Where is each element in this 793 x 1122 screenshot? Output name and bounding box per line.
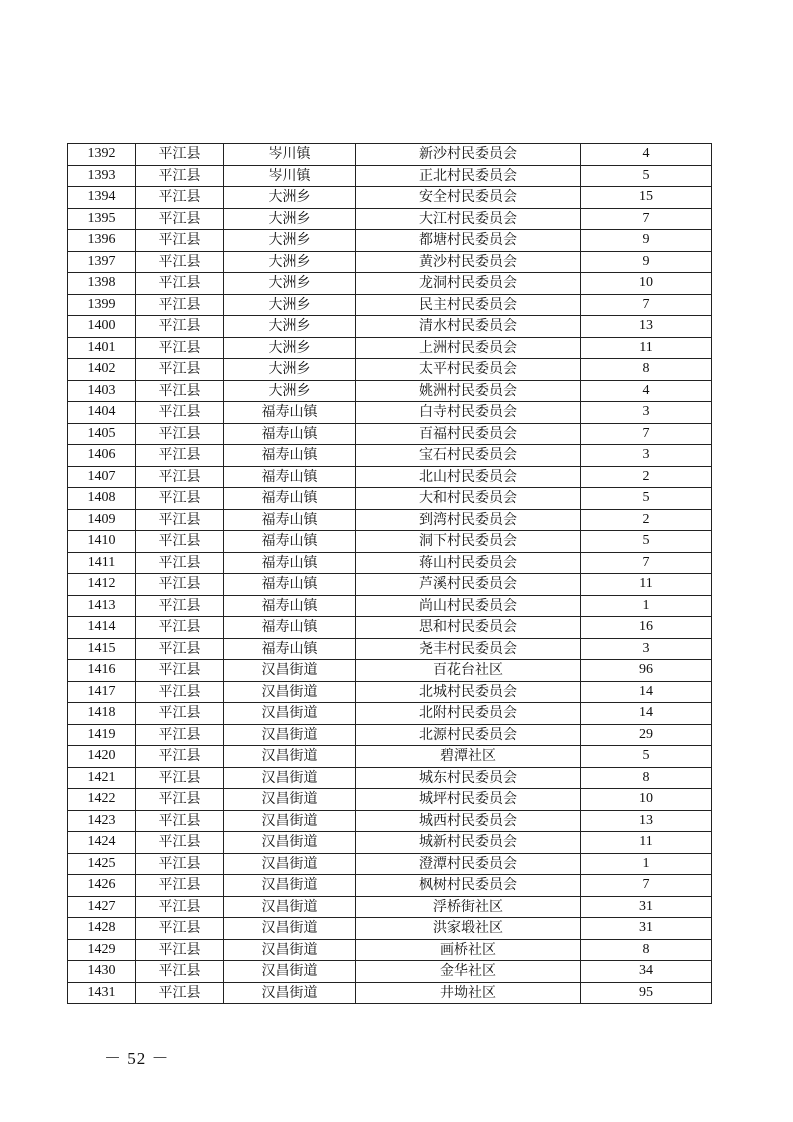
table-row — [68, 789, 712, 811]
count-cell: 31 — [581, 918, 712, 940]
town-cell: 汉昌街道 — [224, 832, 356, 854]
town-cell: 汉昌街道 — [224, 789, 356, 811]
committee-cell: 画桥社区 — [356, 939, 581, 961]
table-row — [68, 488, 712, 510]
town-cell: 福寿山镇 — [224, 617, 356, 639]
committee-cell: 澄潭村民委员会 — [356, 853, 581, 875]
table-row — [68, 810, 712, 832]
committee-cell: 尧丰村民委员会 — [356, 638, 581, 660]
committee-cell: 姚洲村民委员会 — [356, 380, 581, 402]
count-cell: 13 — [581, 810, 712, 832]
town-cell: 汉昌街道 — [224, 810, 356, 832]
town-cell: 福寿山镇 — [224, 595, 356, 617]
count-cell: 7 — [581, 875, 712, 897]
county-cell: 平江县 — [136, 552, 224, 574]
count-cell: 8 — [581, 939, 712, 961]
count-cell: 2 — [581, 509, 712, 531]
town-cell: 大洲乡 — [224, 294, 356, 316]
county-cell: 平江县 — [136, 660, 224, 682]
table-row — [68, 703, 712, 725]
committee-cell: 正北村民委员会 — [356, 165, 581, 187]
county-cell: 平江县 — [136, 337, 224, 359]
county-cell: 平江县 — [136, 832, 224, 854]
county-cell: 平江县 — [136, 810, 224, 832]
town-cell: 福寿山镇 — [224, 402, 356, 424]
count-cell: 34 — [581, 961, 712, 983]
table-row — [68, 337, 712, 359]
row-number-cell: 1394 — [68, 187, 136, 209]
town-cell: 汉昌街道 — [224, 853, 356, 875]
county-cell: 平江县 — [136, 595, 224, 617]
count-cell: 8 — [581, 767, 712, 789]
table-row — [68, 509, 712, 531]
count-cell: 29 — [581, 724, 712, 746]
table-row — [68, 273, 712, 295]
count-cell: 10 — [581, 273, 712, 295]
committee-cell: 百花台社区 — [356, 660, 581, 682]
county-cell: 平江县 — [136, 918, 224, 940]
row-number-cell: 1424 — [68, 832, 136, 854]
count-cell: 1 — [581, 853, 712, 875]
town-cell: 汉昌街道 — [224, 767, 356, 789]
county-cell: 平江县 — [136, 380, 224, 402]
committee-cell: 浮桥街社区 — [356, 896, 581, 918]
table-row — [68, 531, 712, 553]
row-number-cell: 1425 — [68, 853, 136, 875]
row-number-cell: 1400 — [68, 316, 136, 338]
county-cell: 平江县 — [136, 208, 224, 230]
county-cell: 平江县 — [136, 982, 224, 1004]
row-number-cell: 1406 — [68, 445, 136, 467]
table-row — [68, 746, 712, 768]
count-cell: 8 — [581, 359, 712, 381]
table-row — [68, 251, 712, 273]
table-row — [68, 445, 712, 467]
committee-cell: 枫树村民委员会 — [356, 875, 581, 897]
county-cell: 平江县 — [136, 681, 224, 703]
count-cell: 9 — [581, 251, 712, 273]
count-cell: 11 — [581, 574, 712, 596]
count-cell: 4 — [581, 144, 712, 166]
table-row — [68, 982, 712, 1004]
town-cell: 汉昌街道 — [224, 746, 356, 768]
count-cell: 2 — [581, 466, 712, 488]
town-cell: 福寿山镇 — [224, 638, 356, 660]
committee-cell: 蒋山村民委员会 — [356, 552, 581, 574]
count-cell: 7 — [581, 294, 712, 316]
table-row — [68, 681, 712, 703]
town-cell: 福寿山镇 — [224, 509, 356, 531]
town-cell: 福寿山镇 — [224, 445, 356, 467]
committee-cell: 城西村民委员会 — [356, 810, 581, 832]
count-cell: 95 — [581, 982, 712, 1004]
table-row — [68, 165, 712, 187]
table-row — [68, 660, 712, 682]
row-number-cell: 1397 — [68, 251, 136, 273]
county-cell: 平江县 — [136, 144, 224, 166]
county-cell: 平江县 — [136, 746, 224, 768]
count-cell: 5 — [581, 746, 712, 768]
table-row — [68, 574, 712, 596]
committee-cell: 大江村民委员会 — [356, 208, 581, 230]
town-cell: 汉昌街道 — [224, 918, 356, 940]
county-cell: 平江县 — [136, 359, 224, 381]
town-cell: 大洲乡 — [224, 230, 356, 252]
county-cell: 平江县 — [136, 531, 224, 553]
town-cell: 汉昌街道 — [224, 982, 356, 1004]
county-cell: 平江县 — [136, 251, 224, 273]
row-number-cell: 1396 — [68, 230, 136, 252]
row-number-cell: 1398 — [68, 273, 136, 295]
table-row — [68, 552, 712, 574]
table-body — [68, 144, 712, 1004]
table-row — [68, 230, 712, 252]
committee-cell: 城东村民委员会 — [356, 767, 581, 789]
count-cell: 9 — [581, 230, 712, 252]
row-number-cell: 1399 — [68, 294, 136, 316]
count-cell: 3 — [581, 402, 712, 424]
county-cell: 平江县 — [136, 488, 224, 510]
table-row — [68, 918, 712, 940]
count-cell: 1 — [581, 595, 712, 617]
committee-cell: 上洲村民委员会 — [356, 337, 581, 359]
table-row — [68, 961, 712, 983]
committee-cell: 洞下村民委员会 — [356, 531, 581, 553]
row-number-cell: 1414 — [68, 617, 136, 639]
row-number-cell: 1392 — [68, 144, 136, 166]
row-number-cell: 1393 — [68, 165, 136, 187]
committee-cell: 白寺村民委员会 — [356, 402, 581, 424]
row-number-cell: 1409 — [68, 509, 136, 531]
page-number: － 52 － — [104, 1049, 170, 1068]
row-number-cell: 1411 — [68, 552, 136, 574]
table-row — [68, 832, 712, 854]
town-cell: 大洲乡 — [224, 208, 356, 230]
county-cell: 平江县 — [136, 165, 224, 187]
town-cell: 汉昌街道 — [224, 896, 356, 918]
count-cell: 7 — [581, 423, 712, 445]
count-cell: 14 — [581, 703, 712, 725]
committee-cell: 太平村民委员会 — [356, 359, 581, 381]
count-cell: 5 — [581, 165, 712, 187]
row-number-cell: 1427 — [68, 896, 136, 918]
town-cell: 大洲乡 — [224, 380, 356, 402]
row-number-cell: 1415 — [68, 638, 136, 660]
committee-cell: 百福村民委员会 — [356, 423, 581, 445]
town-cell: 汉昌街道 — [224, 724, 356, 746]
town-cell: 大洲乡 — [224, 316, 356, 338]
table-row — [68, 208, 712, 230]
data-table — [67, 143, 712, 1004]
county-cell: 平江县 — [136, 423, 224, 445]
committee-cell: 新沙村民委员会 — [356, 144, 581, 166]
table-row — [68, 875, 712, 897]
county-cell: 平江县 — [136, 853, 224, 875]
county-cell: 平江县 — [136, 402, 224, 424]
row-number-cell: 1413 — [68, 595, 136, 617]
committee-cell: 到湾村民委员会 — [356, 509, 581, 531]
table-row — [68, 316, 712, 338]
row-number-cell: 1402 — [68, 359, 136, 381]
committee-cell: 安全村民委员会 — [356, 187, 581, 209]
county-cell: 平江县 — [136, 187, 224, 209]
committee-cell: 北山村民委员会 — [356, 466, 581, 488]
county-cell: 平江县 — [136, 574, 224, 596]
committee-cell: 井坳社区 — [356, 982, 581, 1004]
table-row — [68, 638, 712, 660]
count-cell: 11 — [581, 832, 712, 854]
row-number-cell: 1410 — [68, 531, 136, 553]
count-cell: 11 — [581, 337, 712, 359]
town-cell: 福寿山镇 — [224, 574, 356, 596]
table-row — [68, 595, 712, 617]
town-cell: 汉昌街道 — [224, 961, 356, 983]
table-row — [68, 939, 712, 961]
county-cell: 平江县 — [136, 509, 224, 531]
count-cell: 15 — [581, 187, 712, 209]
count-cell: 16 — [581, 617, 712, 639]
committee-cell: 洪家塅社区 — [356, 918, 581, 940]
row-number-cell: 1416 — [68, 660, 136, 682]
row-number-cell: 1418 — [68, 703, 136, 725]
town-cell: 大洲乡 — [224, 187, 356, 209]
table-row — [68, 724, 712, 746]
town-cell: 汉昌街道 — [224, 681, 356, 703]
row-number-cell: 1431 — [68, 982, 136, 1004]
county-cell: 平江县 — [136, 294, 224, 316]
county-cell: 平江县 — [136, 703, 224, 725]
committee-cell: 芦溪村民委员会 — [356, 574, 581, 596]
town-cell: 汉昌街道 — [224, 660, 356, 682]
count-cell: 96 — [581, 660, 712, 682]
row-number-cell: 1395 — [68, 208, 136, 230]
table-row — [68, 144, 712, 166]
committee-cell: 北源村民委员会 — [356, 724, 581, 746]
county-cell: 平江县 — [136, 316, 224, 338]
count-cell: 31 — [581, 896, 712, 918]
town-cell: 福寿山镇 — [224, 423, 356, 445]
town-cell: 福寿山镇 — [224, 488, 356, 510]
town-cell: 汉昌街道 — [224, 939, 356, 961]
row-number-cell: 1417 — [68, 681, 136, 703]
table-row — [68, 617, 712, 639]
committee-cell: 龙洞村民委员会 — [356, 273, 581, 295]
table-row — [68, 896, 712, 918]
row-number-cell: 1403 — [68, 380, 136, 402]
row-number-cell: 1405 — [68, 423, 136, 445]
county-cell: 平江县 — [136, 617, 224, 639]
count-cell: 4 — [581, 380, 712, 402]
committee-cell: 碧潭社区 — [356, 746, 581, 768]
row-number-cell: 1426 — [68, 875, 136, 897]
committee-cell: 金华社区 — [356, 961, 581, 983]
town-cell: 大洲乡 — [224, 273, 356, 295]
county-cell: 平江县 — [136, 875, 224, 897]
count-cell: 3 — [581, 638, 712, 660]
row-number-cell: 1408 — [68, 488, 136, 510]
row-number-cell: 1428 — [68, 918, 136, 940]
county-cell: 平江县 — [136, 961, 224, 983]
town-cell: 福寿山镇 — [224, 531, 356, 553]
town-cell: 福寿山镇 — [224, 552, 356, 574]
county-cell: 平江县 — [136, 230, 224, 252]
committee-cell: 宝石村民委员会 — [356, 445, 581, 467]
count-cell: 10 — [581, 789, 712, 811]
committee-cell: 城坪村民委员会 — [356, 789, 581, 811]
count-cell: 3 — [581, 445, 712, 467]
count-cell: 5 — [581, 488, 712, 510]
count-cell: 5 — [581, 531, 712, 553]
town-cell: 岑川镇 — [224, 165, 356, 187]
table-row — [68, 380, 712, 402]
town-cell: 岑川镇 — [224, 144, 356, 166]
town-cell: 汉昌街道 — [224, 703, 356, 725]
town-cell: 汉昌街道 — [224, 875, 356, 897]
committee-cell: 清水村民委员会 — [356, 316, 581, 338]
table-row — [68, 294, 712, 316]
row-number-cell: 1401 — [68, 337, 136, 359]
row-number-cell: 1429 — [68, 939, 136, 961]
county-cell: 平江县 — [136, 273, 224, 295]
county-cell: 平江县 — [136, 445, 224, 467]
table-row — [68, 466, 712, 488]
county-cell: 平江县 — [136, 789, 224, 811]
committee-cell: 北附村民委员会 — [356, 703, 581, 725]
town-cell: 福寿山镇 — [224, 466, 356, 488]
table-row — [68, 767, 712, 789]
count-cell: 7 — [581, 552, 712, 574]
row-number-cell: 1422 — [68, 789, 136, 811]
town-cell: 大洲乡 — [224, 337, 356, 359]
row-number-cell: 1421 — [68, 767, 136, 789]
committee-cell: 思和村民委员会 — [356, 617, 581, 639]
table-row — [68, 402, 712, 424]
county-cell: 平江县 — [136, 767, 224, 789]
table-row — [68, 423, 712, 445]
table-row — [68, 853, 712, 875]
count-cell: 13 — [581, 316, 712, 338]
count-cell: 14 — [581, 681, 712, 703]
county-cell: 平江县 — [136, 939, 224, 961]
count-cell: 7 — [581, 208, 712, 230]
committee-cell: 民主村民委员会 — [356, 294, 581, 316]
committee-cell: 黄沙村民委员会 — [356, 251, 581, 273]
county-cell: 平江县 — [136, 466, 224, 488]
row-number-cell: 1404 — [68, 402, 136, 424]
county-cell: 平江县 — [136, 896, 224, 918]
town-cell: 大洲乡 — [224, 251, 356, 273]
row-number-cell: 1419 — [68, 724, 136, 746]
row-number-cell: 1423 — [68, 810, 136, 832]
town-cell: 大洲乡 — [224, 359, 356, 381]
row-number-cell: 1420 — [68, 746, 136, 768]
table-row — [68, 359, 712, 381]
table-row — [68, 187, 712, 209]
committee-cell: 北城村民委员会 — [356, 681, 581, 703]
committee-cell: 尚山村民委员会 — [356, 595, 581, 617]
row-number-cell: 1412 — [68, 574, 136, 596]
row-number-cell: 1407 — [68, 466, 136, 488]
committee-cell: 大和村民委员会 — [356, 488, 581, 510]
row-number-cell: 1430 — [68, 961, 136, 983]
committee-cell: 都塘村民委员会 — [356, 230, 581, 252]
county-cell: 平江县 — [136, 724, 224, 746]
county-cell: 平江县 — [136, 638, 224, 660]
committee-cell: 城新村民委员会 — [356, 832, 581, 854]
